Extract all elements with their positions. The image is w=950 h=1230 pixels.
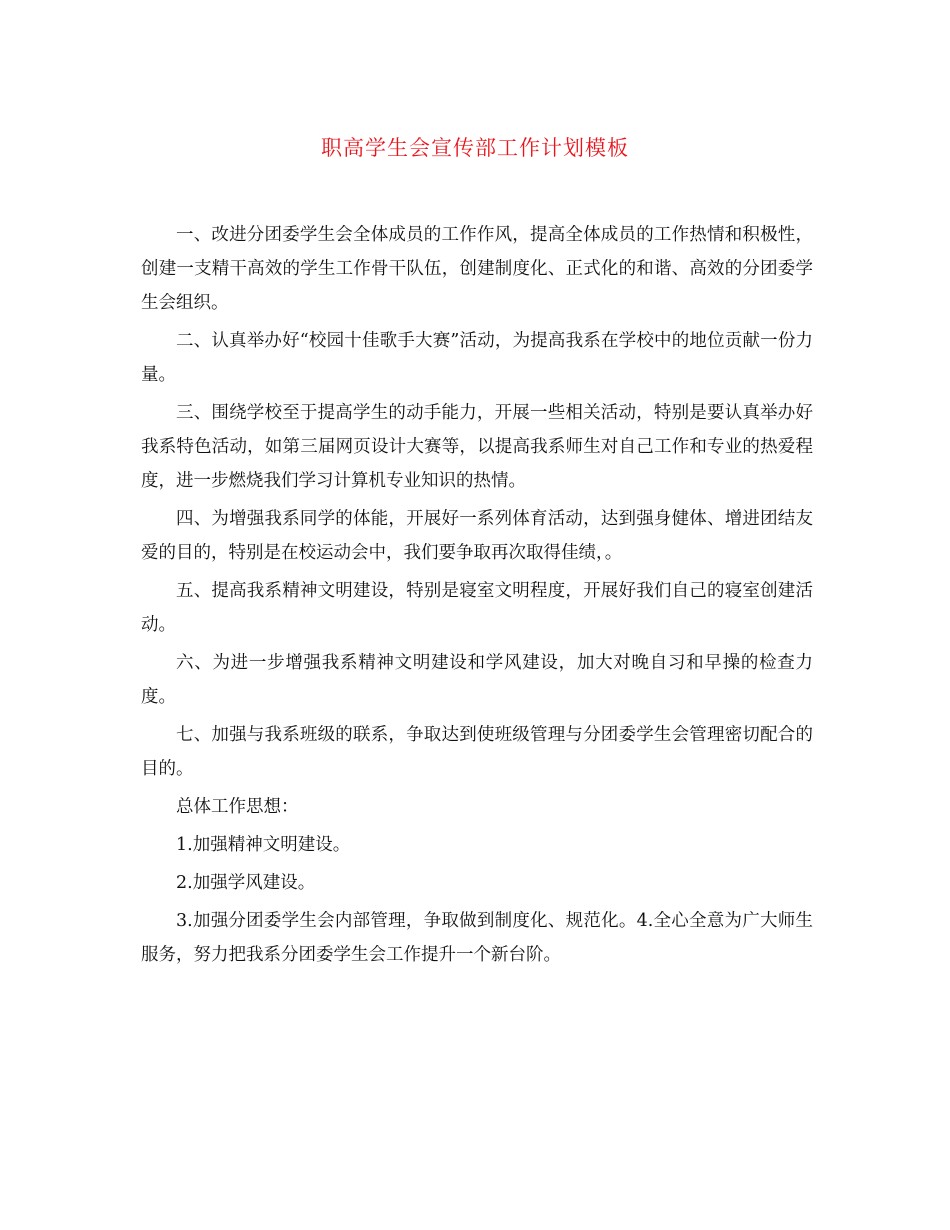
list-item-2: 2.加强学风建设。: [176, 873, 316, 893]
paragraph-1: 一、改进分团委学生会全体成员的工作作风，提高全体成员的工作热情和积极性，创建一支精干高效的学生工作骨干队伍，创建制度化、正式化的和谐、高效的分团委学生会组织。: [141, 225, 813, 313]
overall-idea-heading: 总体工作思想：: [176, 797, 299, 817]
paragraph-3: 三、围绕学校至于提高学生的动手能力，开展一些相关活动，特别是要认真举办好我系特色活动，如第三届网页设计大赛等，以提高我系师生对自己工作和专业的热爱程度，进一步燃烧我们学习计算机专业知识的热情。: [141, 403, 813, 491]
paragraph-2: 二、认真举办好“校园十佳歌手大赛”活动，为提高我系在学校中的地位贡献一份力量。: [141, 331, 813, 385]
list-item-3: 3.加强分团委学生会内部管理，争取做到制度化、规范化。4.全心全意为广大师生服务，努力把我系分团委学生会工作提升一个新台阶。: [141, 911, 813, 965]
paragraph-4: 四、为增强我系同学的体能，开展好一系列体育活动，达到强身健体、增进团结友爱的目的，特别是在校运动会中，我们要争取再次取得佳绩，。: [141, 509, 813, 563]
paragraph-7: 七、加强与我系班级的联系，争取达到使班级管理与分团委学生会管理密切配合的目的。: [141, 725, 813, 779]
paragraph-6: 六、为进一步增强我系精神文明建设和学风建设，加大对晚自习和早操的检查力度。: [141, 653, 813, 707]
document-title: 职高学生会宣传部工作计划模板: [321, 136, 629, 160]
list-item-1: 1.加强精神文明建设。: [176, 835, 351, 855]
paragraph-5: 五、提高我系精神文明建设，特别是寝室文明程度，开展好我们自己的寝室创建活动。: [141, 581, 813, 635]
document-body: [141, 218, 813, 976]
